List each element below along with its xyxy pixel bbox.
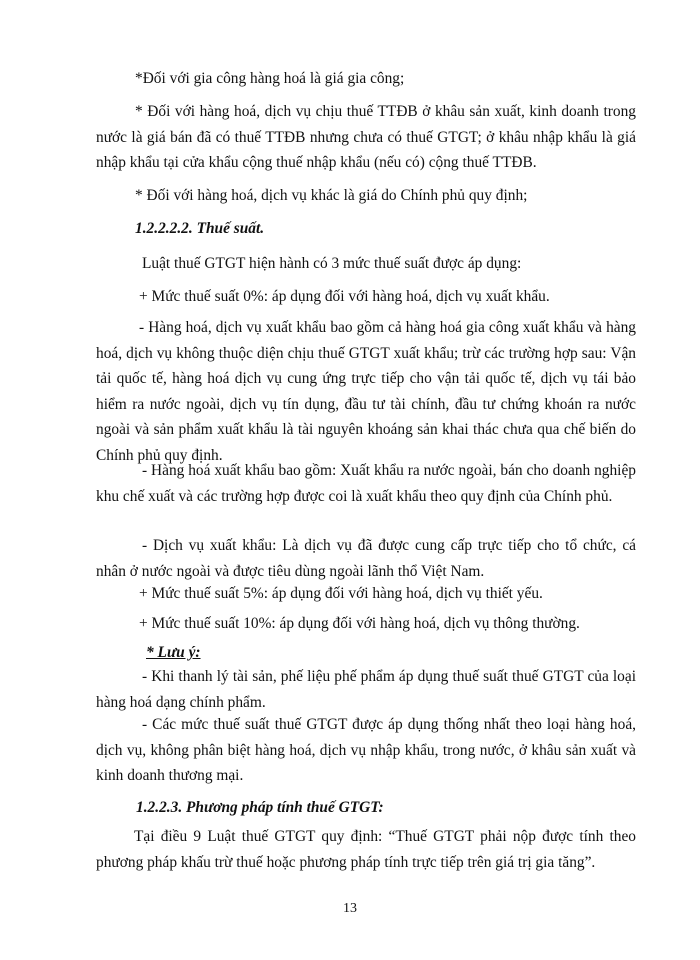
heading-calculation-method: 1.2.2.3. Phương pháp tính thuế GTGT:: [136, 799, 384, 816]
paragraph-uniform-rates: - Các mức thuế suất thuế GTGT được áp dụng thống nhất theo loại hàng hoá, dịch vụ, không phân biệt hàng hoá, dịch vụ nhập khẩu, trong nước, ở khâu sản xuất và kinh doanh thương mại.: [96, 716, 636, 784]
paragraph-rate-0-percent: + Mức thuế suất 0%: áp dụng đối với hàng hoá, dịch vụ xuất khẩu.: [139, 288, 550, 305]
paragraph-exported-goods: - Hàng hoá xuất khẩu bao gồm: Xuất khẩu ra nước ngoài, bán cho doanh nghiệp khu chế xuất và các trường hợp được coi là xuất khẩu theo quy định của Chính phủ.: [96, 462, 636, 505]
paragraph-other-goods-price: * Đối với hàng hoá, dịch vụ khác là giá do Chính phủ quy định;: [135, 187, 528, 204]
paragraph-rate-10-percent: + Mức thuế suất 10%: áp dụng đối với hàng hoá, dịch vụ thông thường.: [139, 615, 580, 632]
page-number: 13: [343, 901, 357, 916]
paragraph-asset-liquidation: - Khi thanh lý tài sản, phế liệu phế phẩm áp dụng thuế suất thuế GTGT của loại hàng hoá dạng chính phẩm.: [96, 668, 636, 711]
paragraph-excise-goods-price: * Đối với hàng hoá, dịch vụ chịu thuế TTĐB ở khâu sản xuất, kinh doanh trong nước là giá bán đã có thuế TTĐB nhưng chưa có thuế GTGT; ở khâu nhập khẩu là giá nhập khẩu tại cửa khẩu cộng thuế nhập khẩu (nếu có) cộng thuế TTĐB.: [96, 103, 636, 171]
paragraph-three-rates: Luật thuế GTGT hiện hành có 3 mức thuế suất được áp dụng:: [142, 255, 522, 272]
paragraph-export-services: - Dịch vụ xuất khẩu: Là dịch vụ đã được cung cấp trực tiếp cho tổ chức, cá nhân ở nước ngoài và được tiêu dùng ngoài lãnh thổ Việt Nam.: [96, 537, 636, 580]
paragraph-rate-5-percent: + Mức thuế suất 5%: áp dụng đối với hàng hoá, dịch vụ thiết yếu.: [139, 585, 543, 602]
paragraph-processing-price: *Đối với gia công hàng hoá là giá gia công;: [135, 70, 405, 87]
paragraph-export-goods-services: - Hàng hoá, dịch vụ xuất khẩu bao gồm cả hàng hoá gia công xuất khẩu và hàng hoá, dịch vụ không thuộc diện chịu thuế GTGT xuất khẩu; trừ các trường hợp sau: Vận tải quốc tế, hàng hoá dịch vụ cung ứng trực tiếp cho vận tải quốc tế, dịch vụ tái bảo hiểm ra nước ngoài, dịch vụ tín dụng, đầu tư tài chính, đầu tư chứng khoán ra nước ngoài và sản phẩm xuất khẩu là tài nguyên khoáng sản khai thác chưa qua chế biến do Chính phủ quy định.: [96, 319, 636, 464]
heading-note: * Lưu ý:: [146, 644, 201, 661]
heading-tax-rate: 1.2.2.2.2. Thuế suất.: [135, 220, 265, 237]
paragraph-article-9: Tại điều 9 Luật thuế GTGT quy định: “Thuế GTGT phải nộp được tính theo phương pháp khấu trừ thuế hoặc phương pháp tính trực tiếp trên giá trị gia tăng”.: [96, 828, 636, 871]
